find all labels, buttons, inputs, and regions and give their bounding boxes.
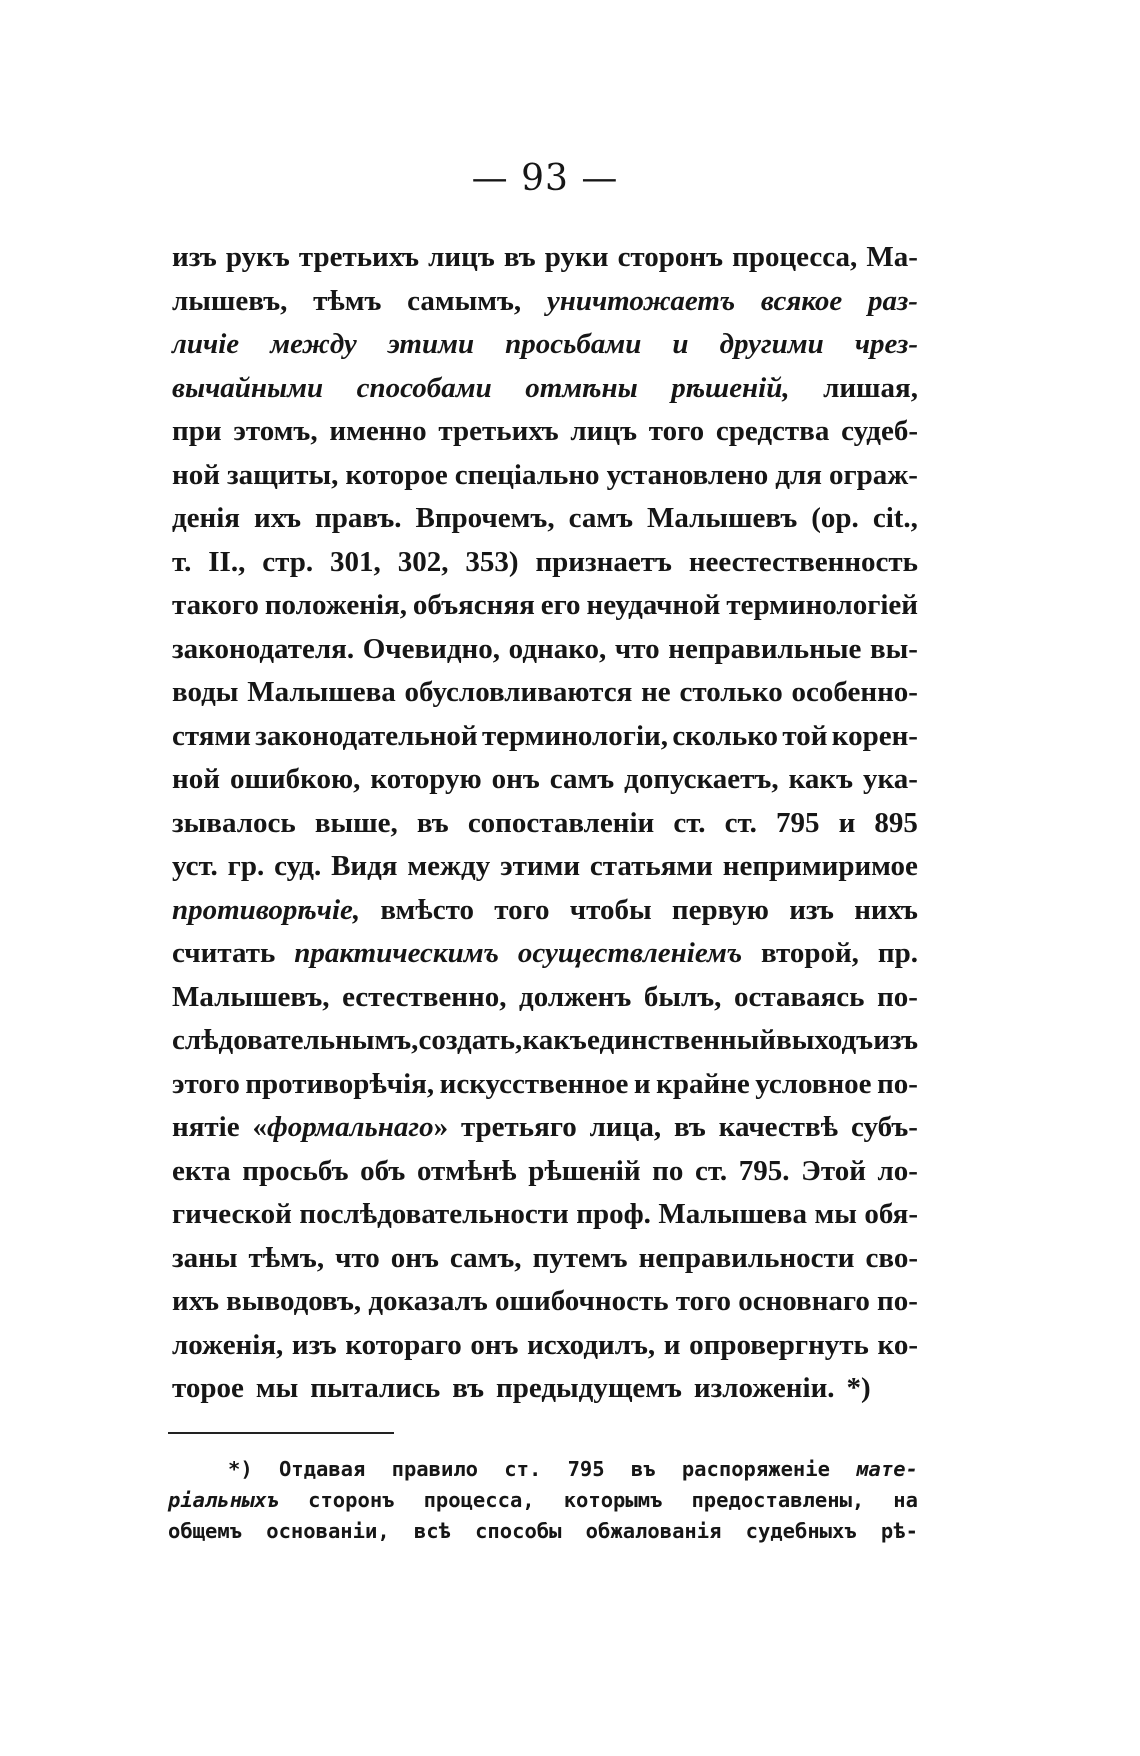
body-word: уст. (172, 850, 218, 882)
body-word: мы (255, 1372, 299, 1404)
footnote-line (168, 1516, 918, 1547)
body-word: спеціально (454, 458, 600, 491)
body-word: по (652, 1154, 684, 1187)
body-line (172, 1150, 918, 1194)
body-word: искусственное (439, 1067, 629, 1100)
body-line (172, 280, 918, 324)
body-word: естественно, (342, 980, 507, 1013)
body-word: считать (172, 937, 276, 969)
body-line (172, 976, 918, 1020)
body-word: въ (503, 241, 536, 273)
body-word: по- (877, 1285, 918, 1317)
body-word: объясняя (412, 589, 535, 621)
body-word: (ор. (811, 502, 859, 534)
body-word: того (675, 1285, 732, 1317)
body-word: Этой (801, 1154, 866, 1187)
body-word: въ (416, 806, 449, 839)
body-line (172, 1367, 918, 1411)
body-word: статьями (589, 850, 713, 882)
body-word: онъ (470, 1328, 519, 1361)
body-word: этими (387, 328, 475, 360)
body-word: объ (360, 1154, 406, 1187)
footnote-word: основаніи, (266, 1519, 390, 1543)
body-word: какъ (522, 1024, 587, 1056)
body-line (172, 410, 918, 454)
body-word: пр. (877, 937, 918, 969)
body-word: этими (500, 850, 581, 882)
footnote-word: которымъ (563, 1488, 663, 1512)
body-word: защиты, (226, 458, 339, 491)
body-word: екта (172, 1154, 231, 1187)
body-line (172, 1063, 918, 1107)
body-word: воды (172, 676, 239, 708)
body-word: суд. (274, 850, 322, 882)
body-word: особенно- (791, 676, 918, 708)
body-word: послѣдовательности (299, 1198, 569, 1230)
body-word: 353) (465, 545, 519, 578)
body-word: при (172, 415, 222, 447)
body-word: 795 (775, 806, 820, 839)
body-word: II., (208, 545, 246, 578)
body-word: не (641, 676, 671, 708)
body-word: сопоставленіи (467, 806, 655, 839)
body-word: что (335, 1241, 380, 1274)
body-word: просьбъ (242, 1154, 349, 1187)
body-word: неестественность (688, 545, 918, 578)
body-word: ошибкою, (229, 763, 361, 795)
body-word: какъ (788, 763, 853, 795)
body-word: ограж- (828, 458, 918, 491)
body-word: сторонъ (617, 241, 724, 273)
body-word: и (672, 328, 689, 360)
body-word: онъ (491, 763, 540, 795)
body-word: именно (329, 415, 427, 447)
body-word: котораго (345, 1328, 462, 1361)
body-line (172, 1106, 918, 1150)
body-word: условное (755, 1067, 872, 1100)
body-word: по- (877, 980, 918, 1013)
body-word: обусловливаются (404, 676, 633, 708)
body-word: столько (679, 676, 783, 708)
body-word: раз- (867, 284, 918, 317)
body-word: самымъ, (407, 284, 522, 317)
body-word: вычайными (172, 371, 324, 404)
body-word: сколько (672, 719, 779, 752)
body-word: самъ (568, 502, 633, 534)
body-word: законодательной (255, 719, 478, 752)
footnote-word: ріальныхъ (168, 1488, 280, 1512)
body-word: гр. (227, 850, 265, 882)
body-word: первую (671, 893, 769, 926)
body-line (172, 1019, 918, 1063)
body-word: единственный (586, 1024, 776, 1056)
body-word: выходъ (776, 1024, 874, 1056)
body-line (172, 1237, 918, 1281)
body-line (172, 367, 918, 411)
body-word: оставаясь (733, 980, 865, 1013)
body-word: отмѣны (525, 371, 638, 404)
body-line (172, 758, 918, 802)
body-word: 302, (397, 545, 449, 578)
body-word: процесса, (732, 241, 858, 273)
body-word: «формальнаго» (252, 1111, 449, 1143)
body-word: что (614, 632, 660, 665)
body-word: положенія, (264, 589, 407, 621)
body-word: проф. (576, 1198, 651, 1230)
body-word: того (648, 415, 705, 447)
body-word: лицъ (428, 241, 495, 273)
body-word: предыдущемъ (496, 1372, 682, 1404)
body-word: такого (172, 589, 259, 621)
body-word: неправильные (668, 632, 862, 665)
body-word: чтобы (569, 893, 652, 926)
body-word: качествѣ (718, 1111, 839, 1143)
body-word: противорѣчіе, (172, 893, 361, 926)
footnote-word: предоставлены, (691, 1488, 865, 1512)
body-line (172, 1324, 918, 1368)
body-word: неудачной (586, 589, 721, 621)
body-word: рѣшеній, (671, 371, 790, 404)
body-line (172, 323, 918, 367)
body-word: мы (814, 1198, 857, 1230)
body-word: уничтожаетъ (546, 284, 736, 317)
body-word: рѣшеній (528, 1154, 641, 1187)
body-word: тѣмъ (313, 284, 382, 317)
body-word: другими (719, 328, 824, 360)
body-word: второй, (761, 937, 859, 969)
footnote-word: Отдавая (278, 1457, 366, 1481)
body-word: по- (877, 1067, 918, 1100)
body-word: чрез- (854, 328, 918, 360)
body-word: этомъ, (233, 415, 318, 447)
body-word: исходилъ, (527, 1328, 656, 1361)
body-word: непримиримое (722, 850, 918, 882)
body-word: терминологіи, (481, 719, 668, 752)
body-word: ихъ (172, 1285, 220, 1317)
body-word: вы- (870, 632, 918, 665)
body-word: которую (370, 763, 482, 795)
page-number: — 93 — (471, 158, 619, 199)
body-word: нятіе (172, 1111, 240, 1143)
body-word: Малышевъ (647, 502, 798, 534)
body-line (172, 715, 918, 759)
body-word: рукъ (225, 241, 290, 273)
body-word: въ (673, 1111, 706, 1143)
body-word: признаетъ (535, 545, 672, 578)
body-word: ло- (877, 1154, 918, 1187)
footnote-word: способы (475, 1519, 562, 1543)
body-word: 301, (330, 545, 381, 578)
body-word: *) (846, 1372, 871, 1404)
body-word: однако, (508, 632, 607, 665)
body-word: и (663, 1328, 681, 1361)
body-word: обя- (864, 1198, 918, 1230)
body-word: путемъ (532, 1241, 628, 1274)
body-word: лица, (589, 1111, 662, 1143)
body-word: изъ (789, 893, 834, 926)
body-word: Ма- (866, 241, 918, 273)
body-word: которое (345, 458, 448, 491)
body-word: корен- (831, 719, 918, 752)
body-word: субъ- (850, 1111, 918, 1143)
body-word: ной (172, 763, 220, 795)
body-word: ошибочность (495, 1285, 669, 1317)
body-word: тѣмъ, (248, 1241, 325, 1274)
footnote (168, 1454, 918, 1547)
body-word: самъ (549, 763, 615, 795)
body-word: Очевидно, (362, 632, 501, 665)
body-line (172, 541, 918, 585)
body-word: его (540, 589, 581, 621)
body-word: просьбами (505, 328, 642, 360)
body-word: установлено (606, 458, 769, 491)
body-word: ука- (863, 763, 918, 795)
footnote-word: въ (630, 1457, 656, 1481)
body-word: ст. (673, 806, 706, 839)
footnote-word: *) (228, 1457, 253, 1481)
body-word: и (633, 1067, 651, 1100)
body-line (172, 1280, 918, 1324)
footnote-word: судебныхъ (745, 1519, 857, 1543)
body-word: выше, (314, 806, 398, 839)
footnote-word: мате- (856, 1457, 918, 1481)
body-word: пытались (310, 1372, 441, 1404)
footnote-word: на (893, 1488, 918, 1512)
body-word: сво- (865, 1241, 918, 1274)
body-line (172, 845, 918, 889)
body-line (172, 497, 918, 541)
body-word: долженъ (519, 980, 632, 1013)
body-word: способами (356, 371, 492, 404)
body-word: практическимъ (294, 937, 499, 969)
body-word: третьихъ (298, 241, 420, 273)
body-word: 895 (874, 806, 918, 839)
body-word: между (270, 328, 357, 360)
body-word: ко- (877, 1328, 918, 1361)
body-word: того (494, 893, 550, 926)
footnote-line (168, 1454, 918, 1485)
body-word: законодателя. (172, 632, 355, 665)
body-line (172, 584, 918, 628)
body-word: третьяго (460, 1111, 577, 1143)
body-line (172, 802, 918, 846)
body-word: третьихъ (438, 415, 559, 447)
body-word: этого (172, 1067, 240, 1100)
body-word: судеб- (841, 415, 918, 447)
body-word: Видя (331, 850, 398, 882)
main-text (172, 236, 918, 1411)
body-word: и (838, 806, 856, 839)
body-word: гической (172, 1198, 292, 1230)
body-word: Малышева (247, 676, 396, 708)
body-word: онъ (390, 1241, 439, 1274)
body-word: для (775, 458, 822, 491)
body-word: личіе (172, 328, 240, 360)
body-word: Малышевъ, (172, 980, 330, 1013)
body-word: средства (715, 415, 830, 447)
body-word: правъ. (315, 502, 402, 534)
footnote-word: всѣ (413, 1519, 451, 1543)
body-word: cit., (872, 502, 918, 534)
body-word: заны (172, 1241, 238, 1274)
body-word: въ (452, 1372, 485, 1404)
body-word: лицъ (570, 415, 638, 447)
footnote-word: рѣ- (880, 1519, 918, 1543)
footnote-word: сторонъ (308, 1488, 395, 1512)
body-word: вмѣсто (380, 893, 474, 926)
footnote-line (168, 1485, 918, 1516)
footnote-word: ст. (504, 1457, 542, 1481)
body-word: стями (172, 719, 251, 752)
body-word: всякое (760, 284, 843, 317)
footnote-word: процесса, (423, 1488, 535, 1512)
body-word: былъ, (643, 980, 722, 1013)
body-word: противорѣчія, (245, 1067, 435, 1100)
body-word: отмѣнѣ (416, 1154, 517, 1187)
body-word: изъ (291, 1328, 337, 1361)
body-word: слѣдовательнымъ, (172, 1024, 419, 1056)
footnote-word: распоряженіе (681, 1457, 830, 1481)
body-word: терминологіей (726, 589, 918, 621)
body-word: т. (172, 545, 192, 578)
body-word: крайне (656, 1067, 750, 1100)
body-word: той (782, 719, 828, 752)
body-word: зывалось (172, 806, 296, 839)
footnote-word: общемъ (168, 1519, 243, 1543)
footnote-word: обжалованія (585, 1519, 722, 1543)
body-word: самъ, (449, 1241, 522, 1274)
body-word: 795. (738, 1154, 790, 1187)
body-line (172, 236, 918, 280)
body-word: выводовъ, (226, 1285, 362, 1317)
body-word: ной (172, 458, 220, 491)
body-word: руки (544, 241, 609, 273)
body-word: лишая, (823, 371, 918, 404)
body-line (172, 1193, 918, 1237)
body-word: осуществленіемъ (517, 937, 743, 969)
body-word: основнаго (738, 1285, 870, 1317)
body-word: между (407, 850, 491, 882)
footnote-word: 795 (567, 1457, 605, 1481)
body-word: ст. (695, 1154, 728, 1187)
body-word: Впрочемъ, (415, 502, 555, 534)
body-line (172, 932, 918, 976)
body-word: неправильности (638, 1241, 855, 1274)
body-line (172, 889, 918, 933)
body-word: опровергнуть (689, 1328, 869, 1361)
body-line (172, 628, 918, 672)
body-word: создать, (418, 1024, 523, 1056)
body-word: ст. (724, 806, 757, 839)
body-word: изъ (172, 241, 217, 273)
footnote-separator (168, 1432, 394, 1434)
body-word: торое (172, 1372, 244, 1404)
body-word: ихъ (254, 502, 302, 534)
body-word: лышевъ, (172, 284, 288, 317)
body-word: Малышева (658, 1198, 807, 1230)
body-word: нихъ (854, 893, 918, 926)
body-word: ложенія, (172, 1328, 284, 1361)
body-word: стр. (262, 545, 314, 578)
body-word: изъ (873, 1024, 918, 1056)
body-word: допускаетъ, (624, 763, 779, 795)
body-line (172, 454, 918, 498)
body-word: доказалъ (368, 1285, 488, 1317)
body-word: денія (172, 502, 240, 534)
body-line (172, 671, 918, 715)
footnote-word: правило (391, 1457, 479, 1481)
body-word: изложеніи. (693, 1372, 835, 1404)
